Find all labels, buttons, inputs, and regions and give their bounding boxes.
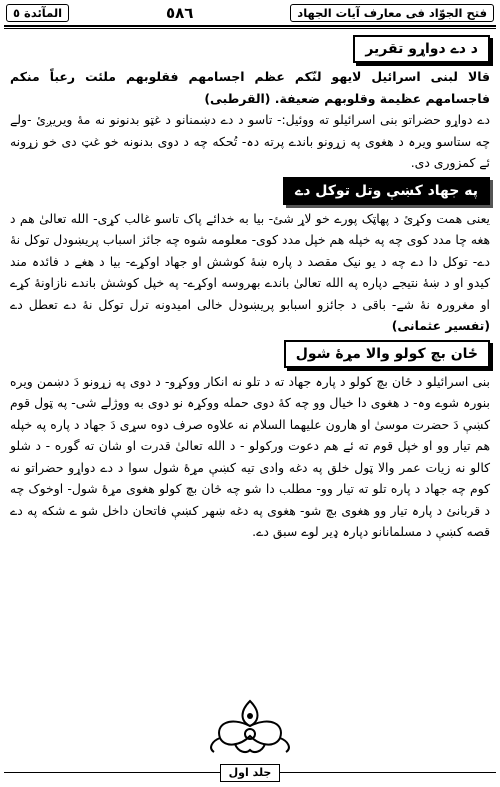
book-title: فتح الجوّاد فی معارف آیات الجهاد (290, 4, 494, 22)
section-heading-3: ځان بچ کولو والا مړهٔ شول (284, 340, 490, 368)
header-rule (4, 25, 496, 27)
paragraph-1: دے دواړو حضراتو بنی اسرائیلو ته ووئیل:- تاسو د دے دښمنانو د غټو بدنونو نه مهٔ ویریږئ -ولے چه ستاسو ویرہ د هغوی په زړونو باندے پرته دہ- تُحکه چه د دوی بدنونه خو غټ دی خو زړونه ئے کمزوری دی. (10, 112, 490, 170)
heading-row-1 (10, 35, 490, 63)
section-heading-2: په جهاد کښې وتل توکل دے (283, 177, 490, 205)
section-heading-1: د دے دواړو تقریر (353, 35, 490, 63)
paragraph-2-text: یعنی همت وکړئ د پهاټک پورے خو لاړ شئ- بیا به خدائے پاک تاسو غالب کړی- الله تعالیٰ هم د هغه چا مدد کوی چه په خپله هم خپل مدد کوی- معلومه شوه چه جائز اسباب پریښودل توکل نهٔ دے- توکل دا دے چه د یو نیک مقصد د پاره ښهٔ کوشش او جهاد اوکړے- بیا د هغے د فائدہ مند کیدو او د ښهٔ نتیجے دپاره په الله تعالیٰ باندے بهروسه اوکړے- په خپل کوشش باندے نازاونهٔ کړے او مغرورہ نهٔ شے- باقی د جائزو اسبابو پریښودل خالی امیدونه ترل توکل نهٔ دے تعطل دے (10, 210, 490, 312)
header-rule-thin (4, 28, 496, 29)
decorative-ornament (200, 696, 300, 756)
running-header (6, 3, 494, 23)
arabic-quote-paragraph: قالا لبنی اسرائیل لایهو لنّکم عظم اجسامهم فقلوبهم ملئت رعباً منکم فاجسامهم عظیمة وقلوبهم ضعیفة. (القرطبی) (10, 69, 490, 106)
surah-label: المآئدة ٥ (6, 4, 69, 22)
volume-label: جلد اول (220, 764, 281, 782)
heading-row-3 (10, 340, 490, 368)
volume-footer (0, 761, 500, 782)
heading-row-2 (10, 177, 490, 205)
page-body (10, 32, 490, 543)
reference-tafseer: (تفسیر عثمانی) (391, 318, 490, 333)
paragraph-2 (10, 208, 490, 337)
paragraph-3: بنی اسرائیلو د ځان بچ کولو د پارہ جهاد ته د تلو نه انکار ووکړو- د دوی په زړونو دَ دښمن ویره بنورہ شوے وہ- د هغوی دا خیال وو چه کهٔ دوی حمله ووکړہ نو دوی به ووژلے شی- په ټول قوم کښې دَ حضرت موسیٰ او هارون علیهما السلام نه علاوه صرف دوه سړی دَ جهاد د پاره په خپله هم تیار وو او خپل قوم ته ئے هم دعوت ورکولو - د الله تعالیٰ قدرت او شان ته گوره - د شلو کالو نه زیات عمر والا ټول خلق په دغه وادی تیه کښې مړهٔ شول سوا د دے دواړو حضراتو نه کوم چه جهاد د پاره تلو ته تیار وو- مطلب دا شو چه څان بچ کولو هغوی مړهٔ شول- اوخوک چه د قربانئ د پارہ تیار وو هغوی بچ شو- هغوی په دغه ښهر کښې فاتحان داخل شو ے شکه په دے قصه کښې د مسلمانانو دپارہ ډیر لوے سبق دے. (10, 373, 490, 539)
page-number: ٥٨٦ (165, 4, 194, 22)
